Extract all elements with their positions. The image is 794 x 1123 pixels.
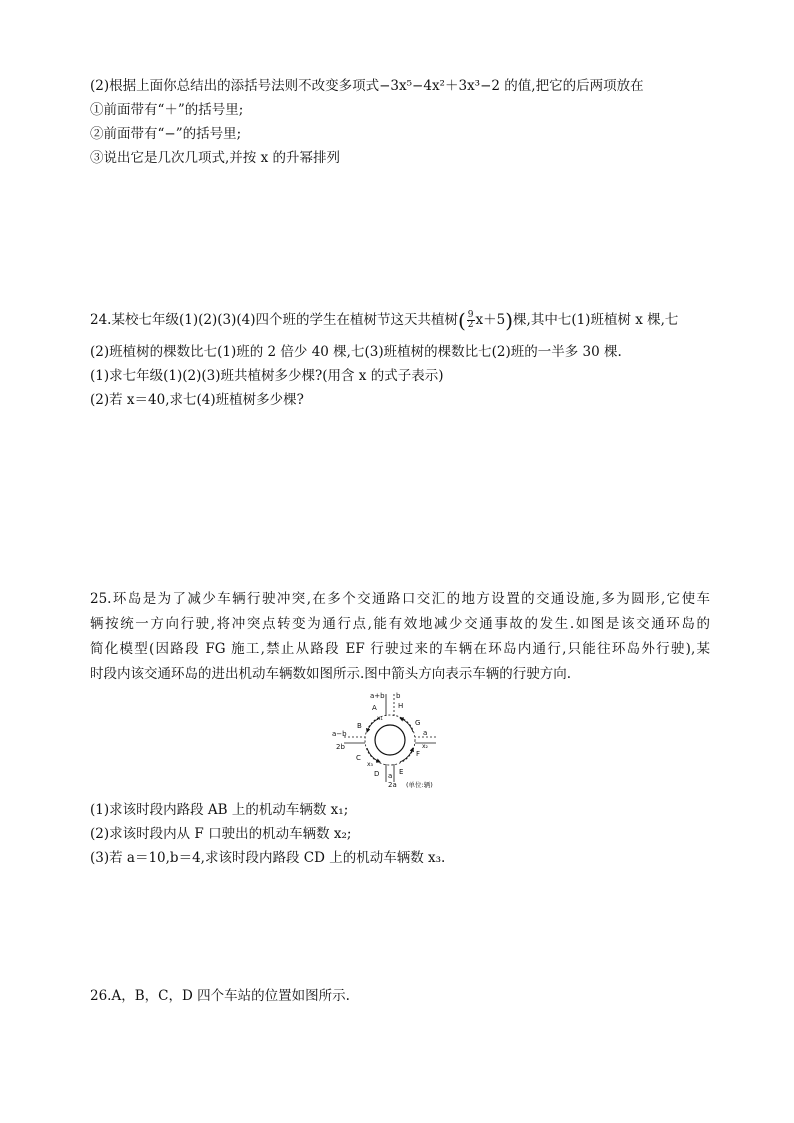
label-top-out: b xyxy=(396,692,401,700)
q23-part2: (2)根据上面你总结出的添括号法则不改变多项式−3x⁵−4x²＋3x³−2 的值,把它的后两项放在 xyxy=(90,78,644,94)
q25-part1: (1)求该时段内路段 AB 上的机动车辆数 x₁; xyxy=(90,802,349,818)
label-top-in: a+b xyxy=(370,692,385,700)
ring-arrow-ef xyxy=(400,748,413,762)
ring-arrow-gh xyxy=(400,718,413,732)
label-E: E xyxy=(399,768,404,776)
label-G: G xyxy=(415,719,421,727)
fraction-numerator: 9 xyxy=(467,310,474,320)
q24-line2: (2)班植树的棵数比七(1)班的 2 倍少 40 棵,七(3)班植树的棵数比七(2)班的一半多 30 棵. xyxy=(90,344,622,360)
q24-part2: (2)若 x＝40,求七(4)班植树多少棵? xyxy=(90,392,304,408)
q24-line1 xyxy=(90,310,710,331)
label-D: D xyxy=(374,770,380,778)
label-x3: x₃ xyxy=(367,761,373,768)
label-bottom-out: a xyxy=(388,772,393,780)
q23-option1: ①前面带有“＋”的括号里; xyxy=(90,102,244,118)
label-B: B xyxy=(357,722,362,730)
ring-arrow-cd xyxy=(367,748,380,762)
q24-line1-before: 24.某校七年级(1)(2)(3)(4)四个班的学生在植树节这天共植树 xyxy=(90,312,458,328)
open-paren: ( xyxy=(457,308,466,333)
q24-fraction-tail: x＋5 xyxy=(475,312,506,328)
fraction-denominator: 2 xyxy=(467,320,474,330)
q25-part2: (2)求该时段内从 F 口驶出的机动车辆数 x₂; xyxy=(90,826,352,842)
q24-part1: (1)求七年级(1)(2)(3)班共植树多少棵?(用含 x 的式子表示) xyxy=(90,368,444,384)
label-F: F xyxy=(416,750,421,758)
label-bottom-in: 2a xyxy=(388,781,397,789)
roundabout-island xyxy=(375,725,405,755)
label-H: H xyxy=(398,702,404,710)
q23-option2: ②前面带有“−”的括号里; xyxy=(90,126,242,142)
label-C: C xyxy=(356,754,361,762)
q24-line1-after: 棵,其中七(1)班植树 x 棵,七 xyxy=(513,312,679,328)
roundabout-diagram xyxy=(330,690,450,790)
close-paren: ) xyxy=(505,308,514,333)
q24-fraction xyxy=(467,311,475,330)
label-A: A xyxy=(372,704,377,712)
label-x2: x₂ xyxy=(422,743,428,750)
q26-line1: 26.A，B，C，D 四个车站的位置如图所示. xyxy=(90,988,350,1004)
q25-part3: (3)若 a＝10,b＝4,求该时段内路段 CD 上的机动车辆数 x₃. xyxy=(90,850,446,866)
q25-line2: 辆按统一方向行驶,将冲突点转变为通行点,能有效地减少交通事故的发生.如图是该交通环岛的 xyxy=(90,616,710,632)
label-x1: x₁ xyxy=(377,715,383,722)
unit-label: (单位:辆) xyxy=(406,781,433,789)
q25-line4: 时段内该交通环岛的进出机动车辆数如图所示.图中箭头方向表示车辆的行驶方向. xyxy=(90,666,572,682)
label-left-out: 2b xyxy=(336,743,345,751)
q23-option3: ③说出它是几次几项式,并按 x 的升幂排列 xyxy=(90,150,340,166)
q25-line1: 25.环岛是为了减少车辆行驶冲突,在多个交通路口交汇的地方设置的交通设施,多为圆形,它使车 xyxy=(90,591,710,607)
q25-line3: 简化模型(因路段 FG 施工,禁止从路段 EF 行驶过来的车辆在环岛内通行,只能往环岛外行驶),某 xyxy=(90,641,710,657)
label-left-in: a−b xyxy=(332,730,347,738)
label-right-out: a xyxy=(423,729,428,737)
